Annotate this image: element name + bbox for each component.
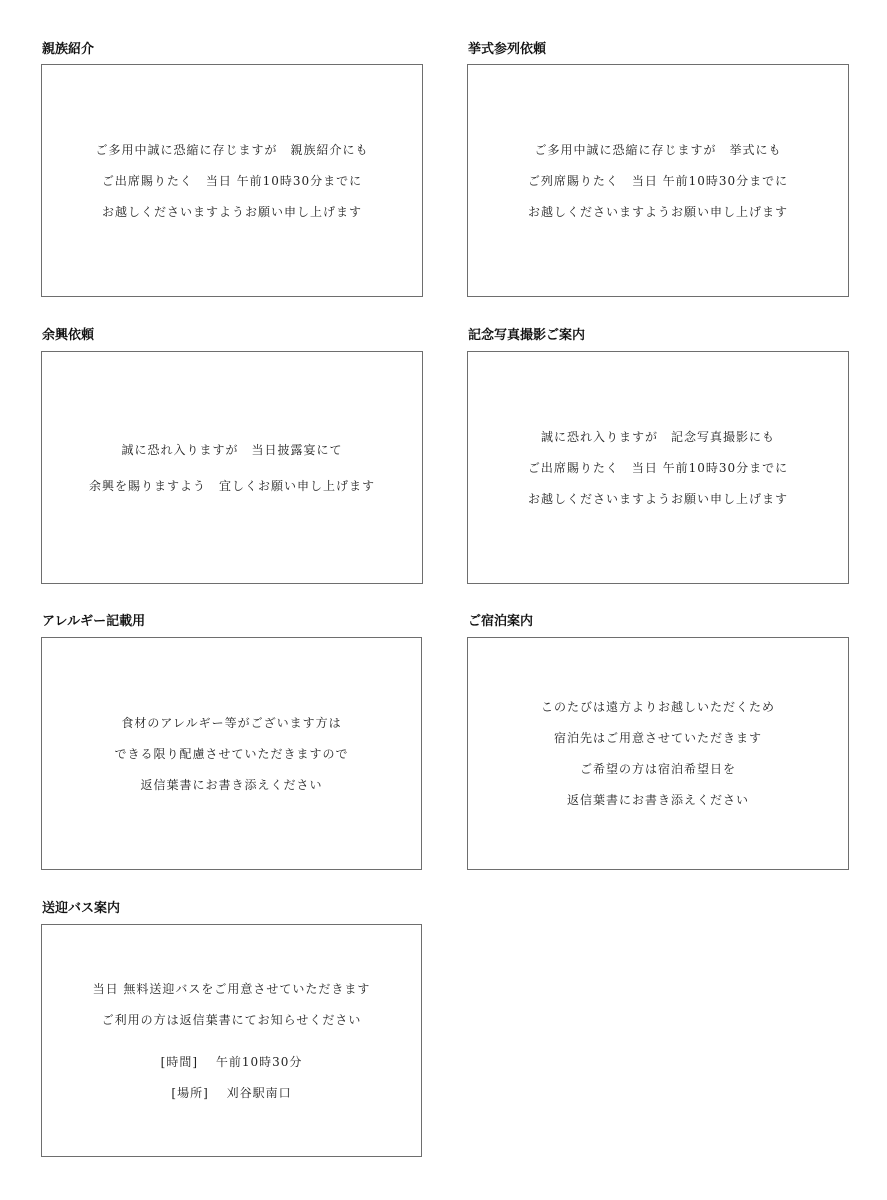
card-shinzoku-shokai bbox=[41, 64, 423, 297]
card-text-line: ご希望の方は宿泊希望日を bbox=[579, 762, 736, 776]
card-title-kyoshiki-sanretsu: 挙式参列依頼 bbox=[468, 42, 547, 57]
bus-time-line: [時間] 午前10時30分 bbox=[160, 1054, 303, 1069]
card-title-allergy: アレルギー記載用 bbox=[42, 614, 146, 629]
card-text-line: 返信葉書にお書き添えください bbox=[140, 777, 323, 792]
card-title-kinen-shashin: 記念写真撮影ご案内 bbox=[468, 328, 586, 343]
bus-place-line: [場所] 刈谷駅南口 bbox=[171, 1085, 292, 1100]
card-title-yokyo-irai: 余興依頼 bbox=[42, 328, 95, 343]
card-text-line: 誠に恐れ入りますが 当日披露宴にて bbox=[121, 442, 343, 457]
card-text-line: 余興を賜りますよう 宜しくお願い申し上げます bbox=[88, 478, 375, 493]
card-shukuhaku-annai bbox=[467, 637, 849, 870]
card-yokyo-irai bbox=[41, 351, 423, 584]
card-allergy bbox=[41, 637, 422, 870]
card-text-line: ご多用中誠に恐縮に存じますが 親族紹介にも bbox=[95, 142, 369, 157]
card-text-line: 誠に恐れ入りますが 記念写真撮影にも bbox=[540, 429, 775, 444]
card-text-line: ご多用中誠に恐縮に存じますが 挙式にも bbox=[534, 142, 782, 157]
card-text-line: 当日 無料送迎バスをご用意させていただきます bbox=[92, 981, 371, 996]
card-title-shinzoku-shokai: 親族紹介 bbox=[42, 42, 95, 57]
card-text-line: ご出席賜りたく 当日 午前10時30分までに bbox=[527, 460, 789, 475]
card-text-line: ご利用の方は返信葉書にてお知らせください bbox=[101, 1012, 362, 1027]
card-title-sogei-bus: 送迎バス案内 bbox=[42, 901, 121, 916]
card-text-line: 宿泊先はご用意させていただきます bbox=[553, 731, 762, 745]
card-text-line: お越しくださいますようお願い申し上げます bbox=[101, 204, 362, 219]
card-text-line: ご列席賜りたく 当日 午前10時30分までに bbox=[527, 173, 789, 188]
card-title-shukuhaku-annai: ご宿泊案内 bbox=[468, 614, 534, 629]
card-kyoshiki-sanretsu bbox=[467, 64, 849, 297]
card-text-line: 返信葉書にお書き添えください bbox=[566, 793, 749, 807]
card-text-line: ご出席賜りたく 当日 午前10時30分までに bbox=[101, 173, 363, 188]
card-text-line: できる限り配慮させていただきますので bbox=[114, 746, 349, 761]
card-text-line: このたびは遠方よりお越しいただくため bbox=[540, 700, 775, 714]
card-sogei-bus bbox=[41, 924, 422, 1157]
card-text-line: 食材のアレルギー等がございます方は bbox=[121, 715, 342, 730]
card-text-line: お越しくださいますようお願い申し上げます bbox=[527, 491, 788, 506]
card-text-line: お越しくださいますようお願い申し上げます bbox=[527, 204, 788, 219]
card-kinen-shashin bbox=[467, 351, 849, 584]
